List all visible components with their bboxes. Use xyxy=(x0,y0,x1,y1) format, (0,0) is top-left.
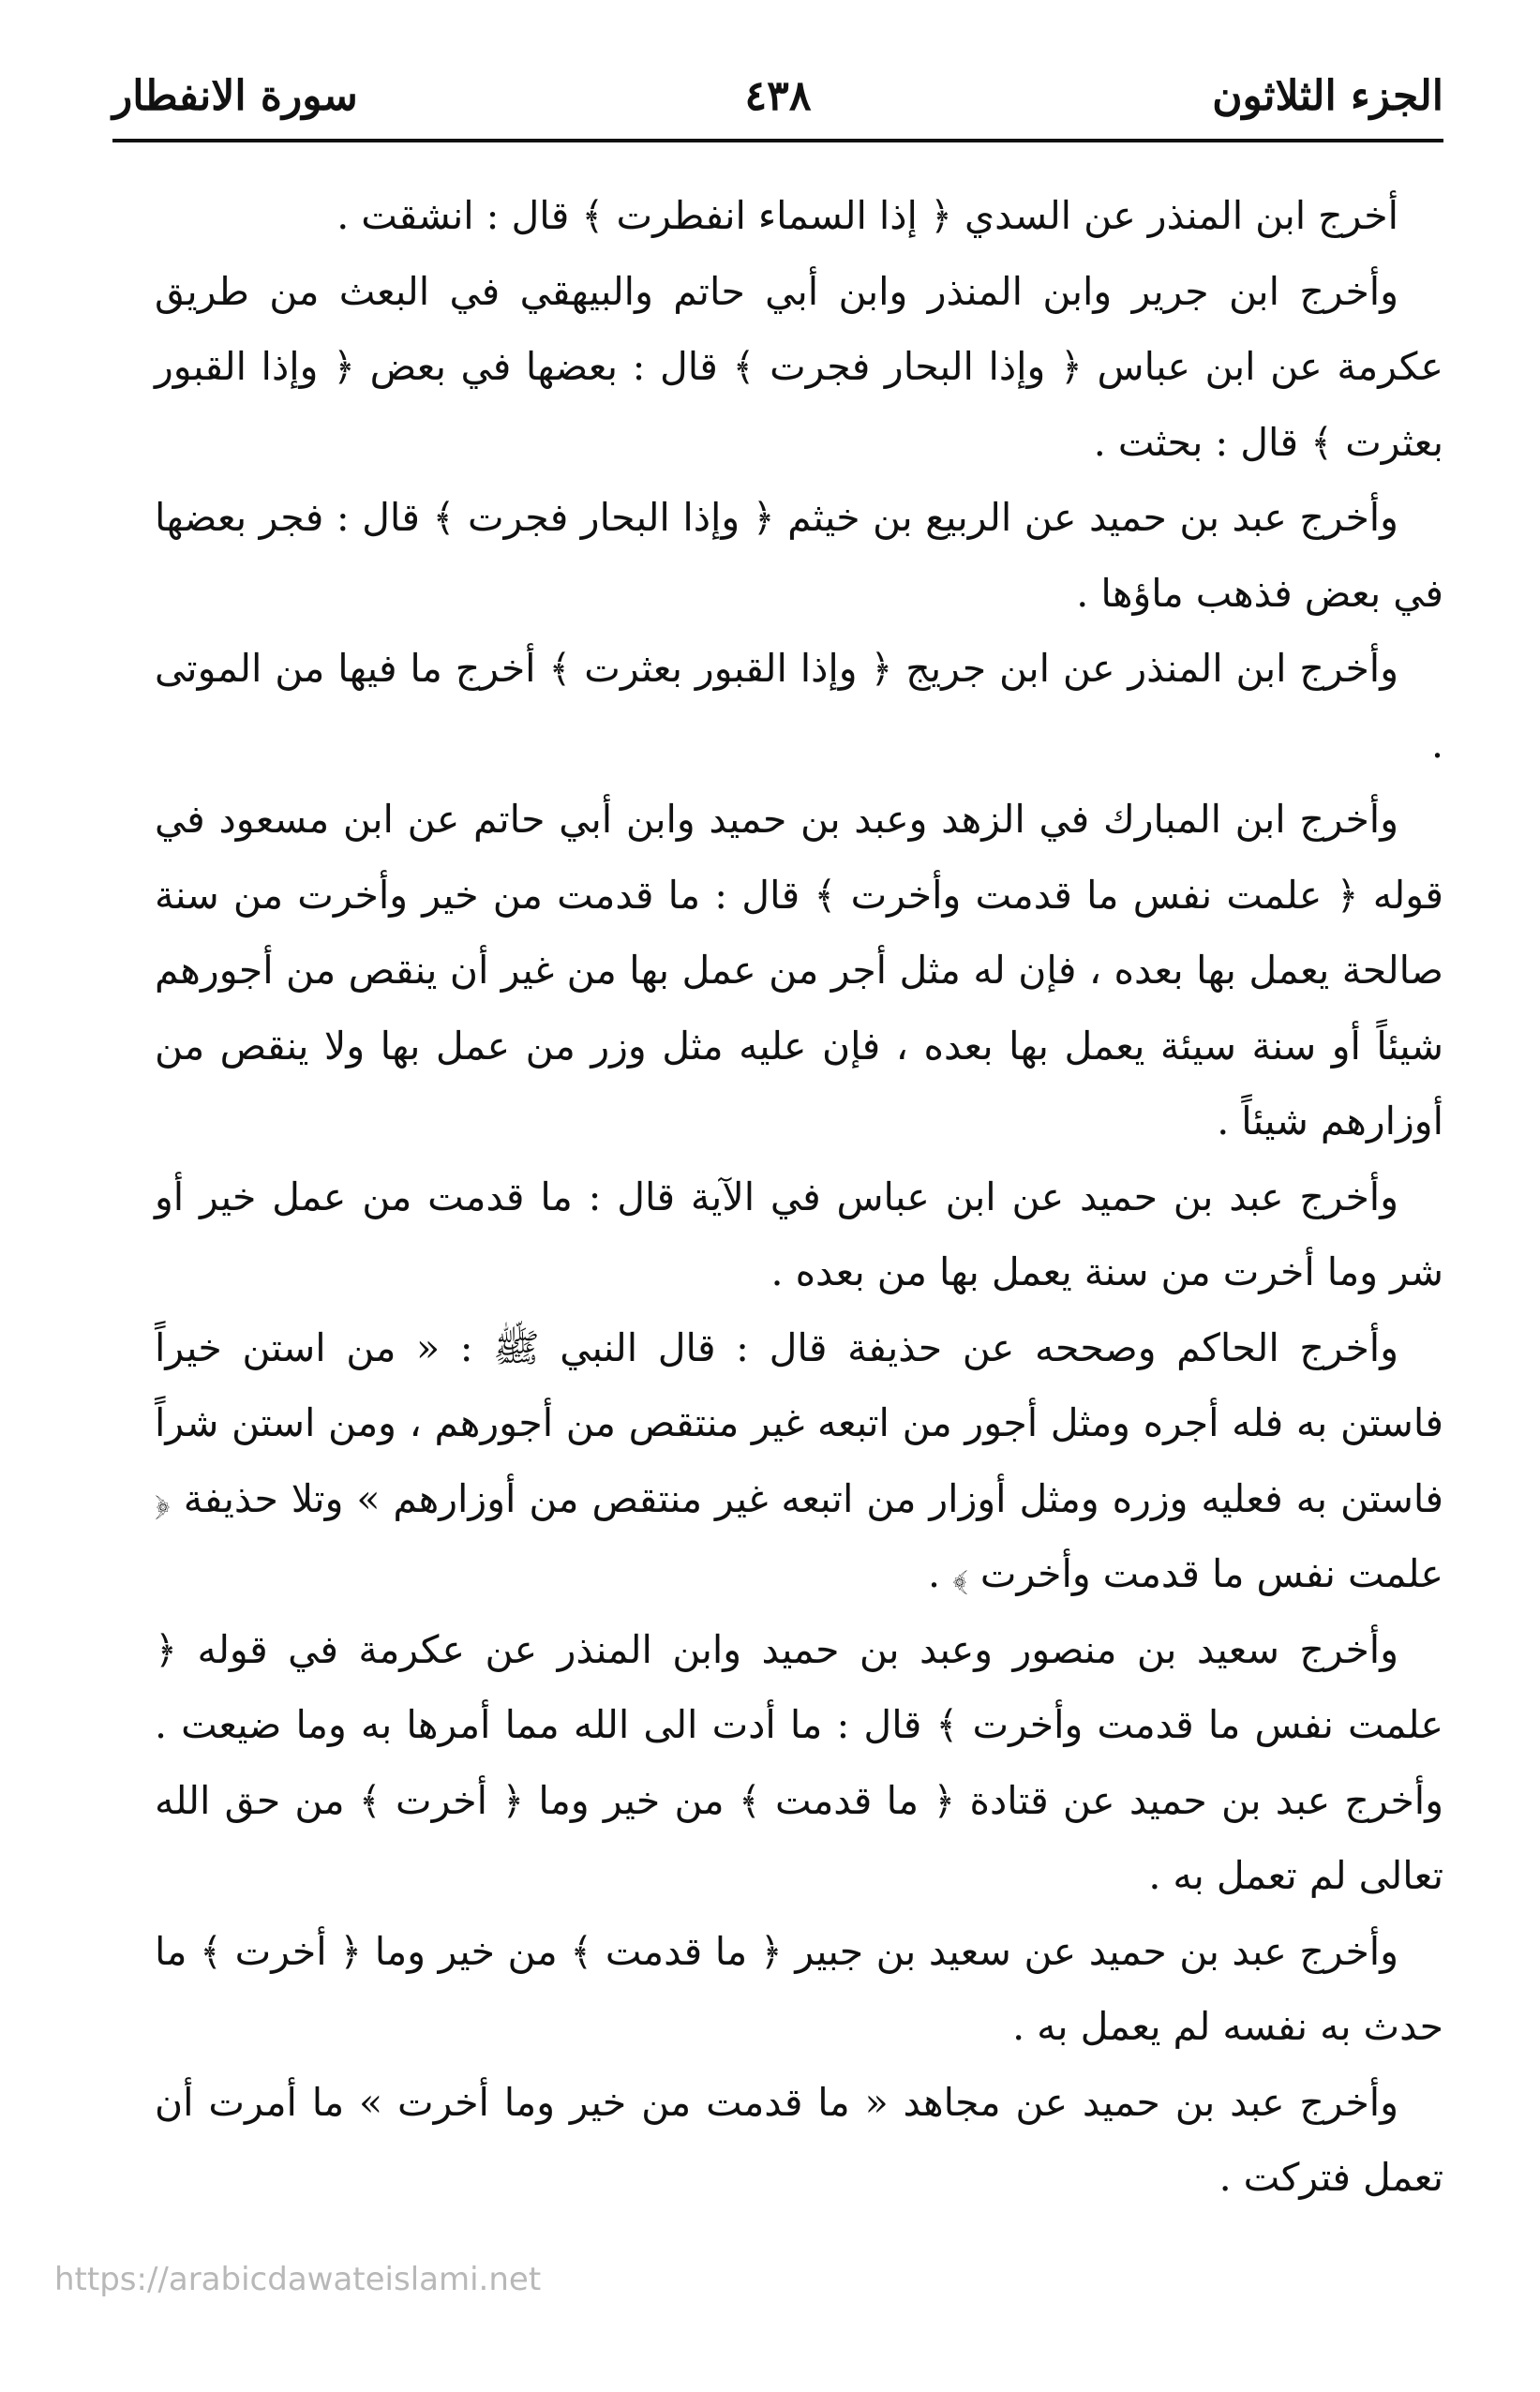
surah-name: سورة الانفطار xyxy=(112,72,358,120)
paragraph: وأخرج عبد بن حميد عن سعيد بن جبير ﴿ ما قدمت ﴾ من خير وما ﴿ أخرت ﴾ ما حدث به نفسه لم يعمل به . xyxy=(155,1928,1443,2049)
paragraph: وأخرج عبد بن حميد عن الربيع بن خيثم ﴿ وإذا البحار فجرت ﴾ قال : فجر بعضها في بعض فذهب ماؤها . xyxy=(155,495,1443,616)
watermark-url: https://arabicdawateislami.net xyxy=(54,2261,542,2298)
paragraph: وأخرج سعيد بن منصور وعبد بن حميد وابن المنذر عن عكرمة في قوله ﴿ علمت نفس ما قدمت وأخرت ﴾ قال : ما أدت الى الله مما أمرها به وما ضيعت . وأخرج عبد بن حميد عن قتادة ﴿ ما قدمت ﴾ من خير وما ﴿ أخرت ﴾ من حق الله تعالى لم تعمل به . xyxy=(155,1626,1443,1898)
part-name: الجزء الثلاثون xyxy=(1212,72,1443,120)
paragraph: وأخرج ابن المبارك في الزهد وعبد بن حميد وابن أبي حاتم عن ابن مسعود في قوله ﴿ علمت نفس ما قدمت وأخرت ﴾ قال : ما قدمت من خير وأخرت من سنة صالحة يعمل بها بعده ، فإن له مثل أجر من عمل بها من غير أن ينقص من أجورهم شيئاً أو سنة سيئة يعمل بها بعده ، فإن عليه مثل وزر من عمل بها ولا ينقص من أوزارهم شيئاً . xyxy=(155,797,1443,1144)
header-rule xyxy=(112,139,1443,142)
page-number: ٤٣٨ xyxy=(744,72,812,120)
paragraph: أخرج ابن المنذر عن السدي ﴿ إذا السماء انفطرت ﴾ قال : انشقت . xyxy=(336,193,1398,238)
paragraph: وأخرج عبد بن حميد عن مجاهد « ما قدمت من خير وما أخرت » ما أمرت أن تعمل فتركت . xyxy=(155,2079,1443,2200)
paragraph: وأخرج الحاكم وصححه عن حذيفة قال : قال النبي ﷺ : « من استن خيراً فاستن به فله أجره ومثل أجور من اتبعه غير منتقص من أجورهم ، ومن استن شراً فاستن به فعليه وزره ومثل أوزار من اتبعه غير منتقص من أوزارهم » وتلا حذيفة ﴿ علمت نفس ما قدمت وأخرت ﴾ . xyxy=(155,1324,1443,1596)
paragraph: وأخرج عبد بن حميد عن ابن عباس في الآية قال : ما قدمت من عمل خير أو شر وما أخرت من سنة يعمل بها من بعده . xyxy=(155,1174,1443,1294)
page-body xyxy=(155,178,1443,2216)
paragraph: وأخرج ابن جرير وابن المنذر وابن أبي حاتم والبيهقي في البعث من طريق عكرمة عن ابن عباس ﴿ وإذا البحار فجرت ﴾ قال : بعضها في بعض ﴿ وإذا القبور بعثرت ﴾ قال : بحثت . xyxy=(155,268,1443,465)
paragraph: وأخرج ابن المنذر عن ابن جريج ﴿ وإذا القبور بعثرت ﴾ أخرج ما فيها من الموتى . xyxy=(155,646,1443,767)
